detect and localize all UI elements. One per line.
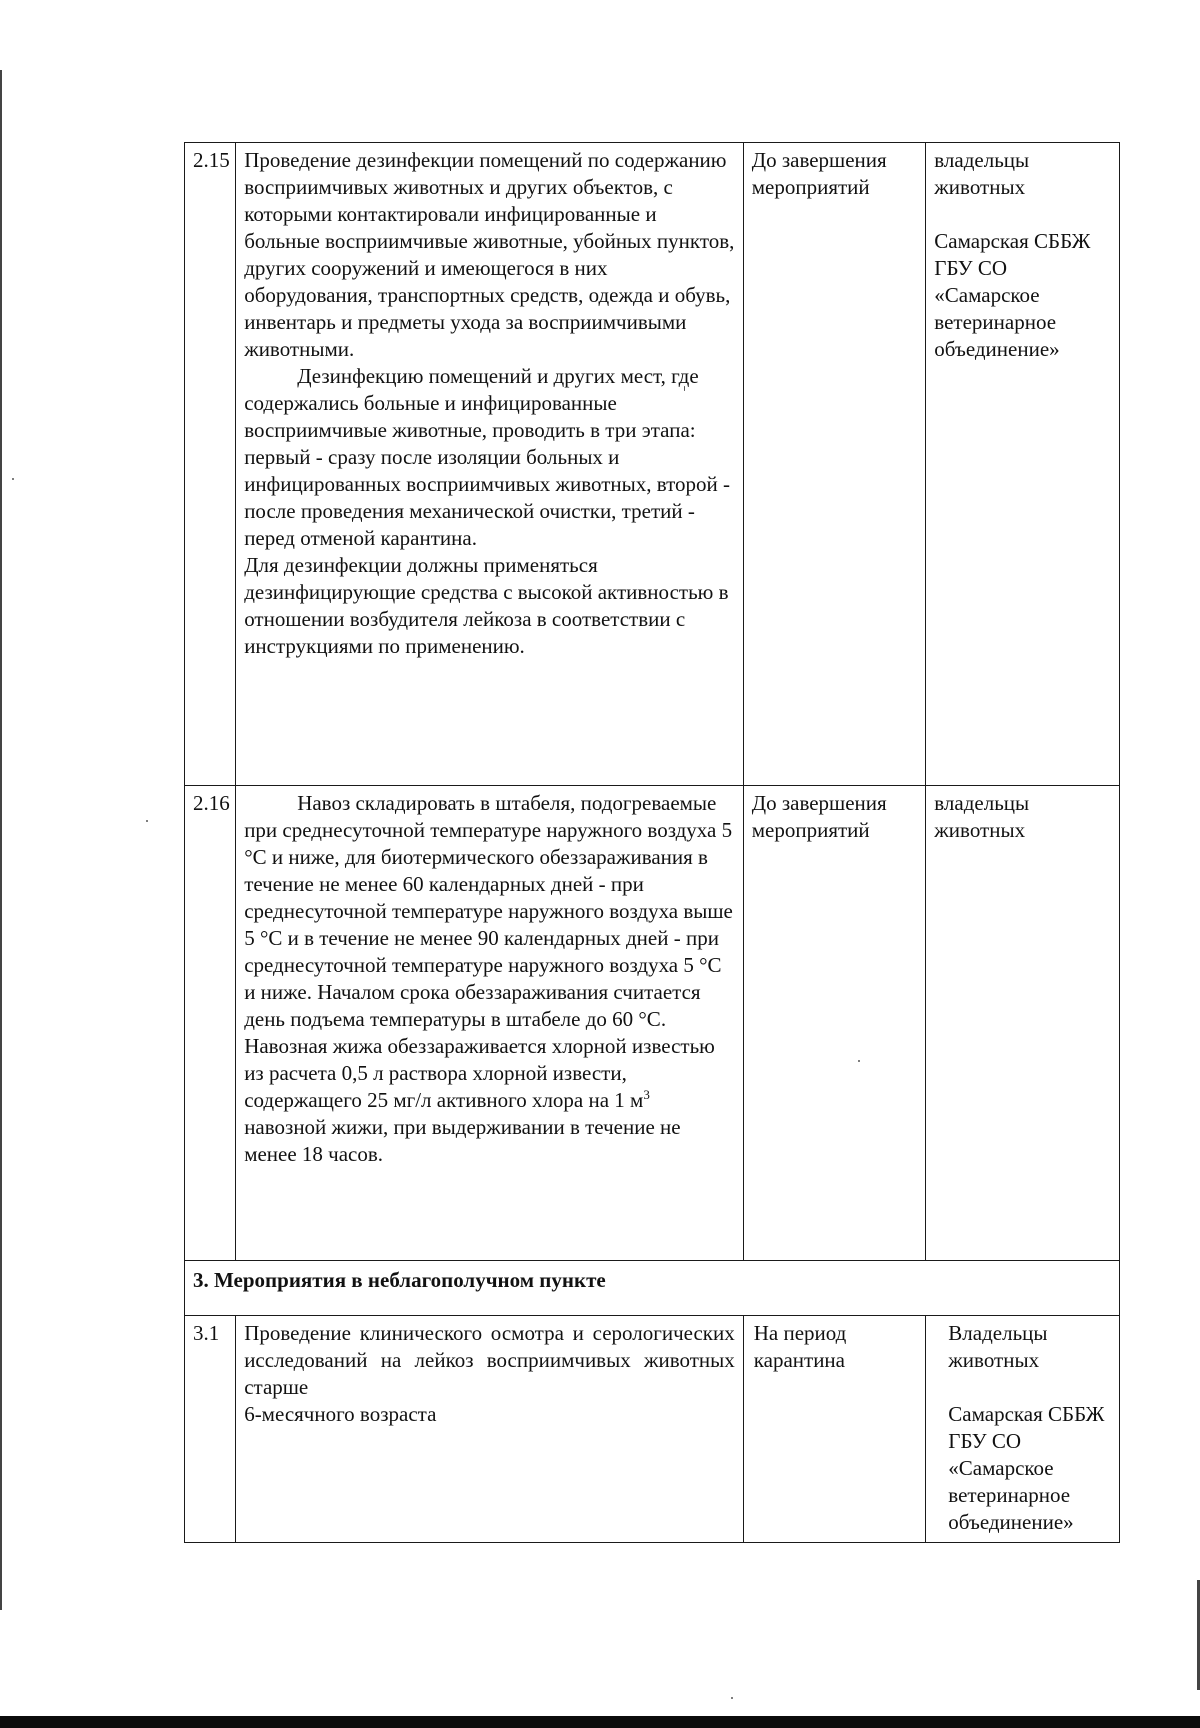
row-number-cell [185, 786, 236, 1261]
measure-paragraph: Проведение клинического осмотра и серологических исследований на лейкоз восприимчивых животных старше [244, 1321, 735, 1399]
responsible-text: «Самарское [934, 283, 1040, 307]
measure-description-cell [236, 786, 744, 1261]
deadline-text: карантина [753, 1348, 845, 1372]
row-number: 2.15 [193, 148, 230, 172]
deadline-text: До завершения [751, 791, 887, 815]
responsible-text: животных [948, 1348, 1040, 1372]
table-row-2-16 [185, 786, 1120, 1261]
section-header-cell [185, 1261, 1120, 1316]
responsible-cell [926, 1316, 1120, 1543]
responsible-text: объединение» [934, 337, 1060, 361]
row-number: 3.1 [193, 1321, 220, 1345]
scan-speck [146, 820, 148, 822]
deadline-cell [743, 1316, 926, 1543]
scan-bottom-bar [0, 1716, 1200, 1728]
measure-paragraph: Дезинфекцию помещений и других мест, где содержались больные и инфицированные восприимчивые животные, проводить в три этапа: первый - сразу после изоляции больных и инфицированных восприимчивых животных, второй - после проведения механической очистки, третий - перед отменой карантина. [244, 364, 731, 550]
deadline-text: До завершения [751, 148, 887, 172]
section-title: 3. Мероприятия в неблагополучном пункте [193, 1268, 606, 1292]
responsible-text: Самарская СББЖ [934, 229, 1091, 253]
responsible-text: ГБУ СО [948, 1429, 1022, 1453]
deadline-cell [743, 143, 926, 786]
responsible-text: Самарская СББЖ [948, 1402, 1105, 1426]
responsible-text: ветеринарное [948, 1483, 1071, 1507]
responsible-text: владельцы [934, 148, 1030, 172]
deadline-text: мероприятий [751, 818, 870, 842]
measure-description-cell [236, 143, 744, 786]
responsible-text: ветеринарное [934, 310, 1057, 334]
measures-table [184, 142, 1120, 1543]
measure-paragraph [244, 790, 735, 1168]
responsible-text: животных [934, 818, 1026, 842]
responsible-text: объединение» [948, 1510, 1074, 1534]
measure-text: навозной жижи, при выдерживании в течение не менее 18 часов. [244, 1115, 681, 1166]
section-header-row [185, 1261, 1120, 1316]
measure-paragraph: Проведение дезинфекции помещений по содержанию восприимчивых животных и других объектов, с которыми контактировали инфицированные и больные восприимчивые животные, убойных пунктов, других сооружений и имеющегося в них оборудования, транспортных средств, одежда и обувь, инвентарь и предметы ухода за восприимчивыми животными. [244, 148, 735, 361]
spacer [934, 201, 1111, 228]
measure-description-cell [236, 1316, 744, 1543]
deadline-text: мероприятий [751, 175, 870, 199]
deadline-text: На период [753, 1321, 847, 1345]
spacer [948, 1374, 1111, 1401]
responsible-text: владельцы [934, 791, 1030, 815]
responsible-text: ГБУ СО [934, 256, 1008, 280]
responsible-cell [926, 786, 1120, 1261]
row-number-cell [185, 143, 236, 786]
table-row-2-15 [185, 143, 1120, 786]
scan-speck [731, 1697, 733, 1699]
scan-edge-left [0, 70, 2, 1610]
measure-paragraph: 6-месячного возраста [244, 1402, 437, 1426]
responsible-cell [926, 143, 1120, 786]
measure-paragraph: Для дезинфекции должны применяться дезинфицирующие средства с высокой активностью в отношении возбудителя лейкоза в соответствии с инструкциями по применению. [244, 553, 729, 658]
row-number: 2.16 [193, 791, 230, 815]
table-row-3-1 [185, 1316, 1120, 1543]
measure-text: Навоз складировать в штабеля, подогреваемые при среднесуточной температуре наружного воздуха 5 °С и ниже, для биотермического обеззараживания в течение не менее 60 календарных дней - при среднесуточной температуре наружного воздуха выше 5 °С и в течение не менее 90 календарных дней - при среднесуточной температуре наружного воздуха 5 °С и ниже. Началом срока обеззараживания считается день подъема температуры в штабеле до 60 °С. Навозная жижа обеззараживается хлорной известью из расчета 0,5 л раствора хлорной извести, содержащего 25 мг/л активного хлора на 1 м [244, 791, 733, 1112]
superscript: 3 [643, 1087, 650, 1102]
responsible-text: Владельцы [948, 1321, 1048, 1345]
scan-speck [12, 478, 14, 480]
deadline-cell [743, 786, 926, 1261]
responsible-text: «Самарское [948, 1456, 1054, 1480]
row-number-cell [185, 1316, 236, 1543]
responsible-text: животных [934, 175, 1026, 199]
